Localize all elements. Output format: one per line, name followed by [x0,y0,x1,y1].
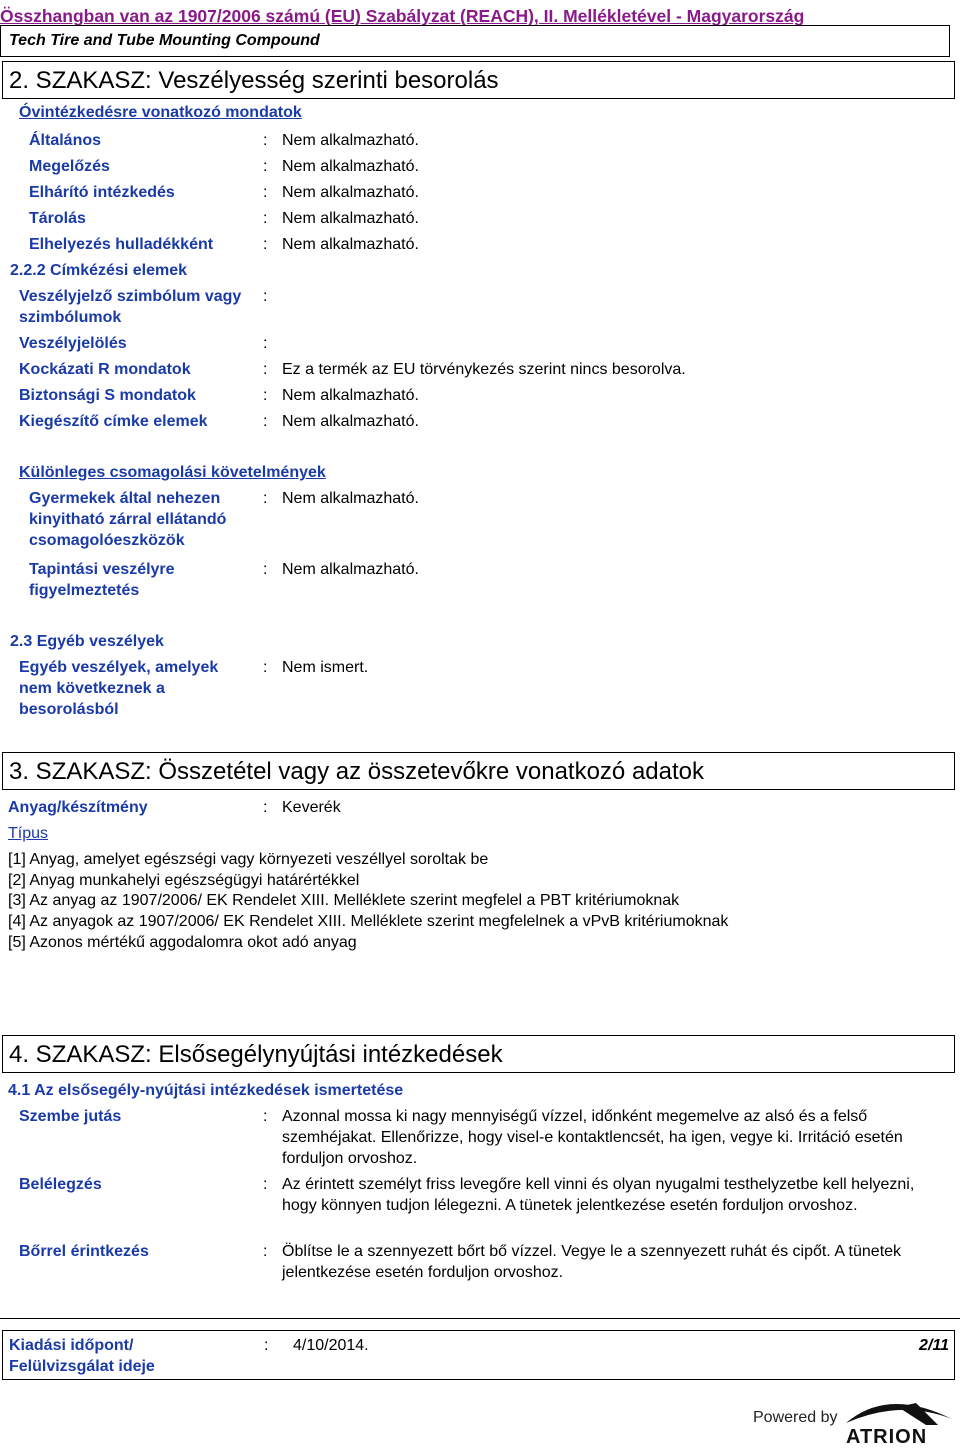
row-colon: : [263,210,268,227]
row-label: Gyermekek által nehezen kinyitható zárral ellátandó csomagolóeszközök [29,490,227,549]
row-label: Tárolás [29,210,86,227]
row-value: Azonnal mossa ki nagy mennyiségű vízzel, időnként megemelve az alsó és a felső szemhéjakat. Ellenőrizze, hogy visel-e kontaktlencsét, ha igen, vegye ki. Irritáció esetén forduljon orvoshoz. [282,1108,903,1167]
first-aid-subheading: 4.1 Az elsősegély-nyújtási intézkedések ismertetése [8,1082,404,1099]
row-label: Veszélyjelző szimbólum vagy szimbólumok [19,288,242,326]
row-colon: : [263,335,268,352]
atrion-brand: ATRION [846,1426,928,1448]
row-value: Nem alkalmazható. [282,184,419,201]
row-colon: : [263,413,268,430]
row-label: Bőrrel érintkezés [19,1243,149,1260]
row-label: Belélegzés [19,1176,102,1193]
row-label: Egyéb veszélyek, amelyek nem következnek a besorolásból [19,659,219,718]
section-4-title-box [2,1035,955,1073]
note-item: [5] Azonos mértékű aggodalomra okot adó anyag [8,934,357,951]
row-label: Szembe jutás [19,1108,122,1125]
row-value: Nem alkalmazható. [282,490,419,507]
type-label-line2: Típus [8,825,49,842]
row-colon: : [263,1108,268,1125]
section-4-title: 4. SZAKASZ: Elsősegélynyújtási intézkedések [9,1041,503,1068]
row-colon: : [263,561,268,578]
row-label: Általános [29,132,102,149]
row-label: Veszélyjelölés [19,335,127,352]
row-label: Biztonsági S mondatok [19,387,196,404]
other-hazards-heading: 2.3 Egyéb veszélyek [10,633,164,650]
row-value: Nem alkalmazható. [282,132,419,149]
type-colon: : [263,799,268,816]
row-colon: : [263,288,268,305]
note-item: [2] Anyag munkahelyi egészségügyi határértékkel [8,872,360,889]
row-label: Elhárító intézkedés [29,184,175,201]
footer-box [2,1330,955,1380]
row-value: Nem alkalmazható. [282,387,419,404]
footer-divider [0,1318,960,1319]
row-label: Megelőzés [29,158,110,175]
row-value: Öblítse le a szennyezett bőrt bő vízzel. Vegye le a szennyezett ruhát és cipőt. A tünetek jelentkezése esetén forduljon orvoshoz. [282,1243,902,1281]
row-colon: : [263,236,268,253]
type-label: Anyag/készítmény [8,799,148,816]
note-item: [3] Az anyag az 1907/2006/ EK Rendelet XIII. Melléklete szerint megfelel a PBT kritériumoknak [8,892,680,909]
page-number: 2/11 [919,1337,949,1354]
precaution-heading: Óvintézkedésre vonatkozó mondatok [19,104,302,121]
row-value: Nem alkalmazható. [282,210,419,227]
row-value: Az érintett személyt friss levegőre kell vinni és olyan nyugalmi testhelyzetbe kell helyezni, hogy könnyen tudjon lélegezni. A tünetek jelentkezése esetén forduljon orvoshoz. [282,1176,915,1214]
note-item: [4] Az anyagok az 1907/2006/ EK Rendelet XIII. Melléklete szerint megfelelnek a vPvB kritériumoknak [8,913,729,930]
row-value: Nem ismert. [282,659,369,676]
row-colon: : [263,490,268,507]
packaging-heading: Különleges csomagolási követelmények [19,464,326,481]
section-3-title: 3. SZAKASZ: Összetétel vagy az összetevőkre vonatkozó adatok [9,758,705,785]
row-colon: : [263,132,268,149]
product-name: Tech Tire and Tube Mounting Compound [9,32,320,49]
footer-date-value: 4/10/2014. [293,1337,369,1354]
row-label: Kockázati R mondatok [19,361,191,378]
row-value: Nem alkalmazható. [282,158,419,175]
footer-colon: : [264,1337,269,1354]
row-colon: : [263,184,268,201]
row-colon: : [263,1243,268,1260]
label-elements-heading: 2.2.2 Címkézési elemek [10,262,188,279]
row-value: Nem alkalmazható. [282,413,419,430]
section-2-title-box [2,61,955,99]
row-colon: : [263,158,268,175]
footer-date-label: Kiadási időpont/ Felülvizsgálat ideje [9,1337,155,1375]
row-colon: : [263,361,268,378]
row-label: Elhelyezés hulladékként [29,236,214,253]
row-colon: : [263,659,268,676]
note-item: [1] Anyag, amelyet egészségi vagy környezeti veszéllyel soroltak be [8,851,489,868]
section-2-title: 2. SZAKASZ: Veszélyesség szerinti besorolás [9,67,499,94]
row-label: Kiegészítő címke elemek [19,413,208,430]
type-value: Keverék [282,799,341,816]
row-label: Tapintási veszélyre figyelmeztetés [29,561,175,599]
row-value: Ez a termék az EU törvénykezés szerint nincs besorolva. [282,361,686,378]
product-name-box [0,25,950,57]
document-title: Összhangban van az 1907/2006 számú (EU) Szabályzat (REACH), II. Mellékletével - Magyarország [0,6,805,26]
section-3-title-box [2,752,955,790]
powered-by-text: Powered by [753,1409,838,1426]
row-colon: : [263,387,268,404]
row-colon: : [263,1176,268,1193]
row-value: Nem alkalmazható. [282,236,419,253]
row-value: Nem alkalmazható. [282,561,419,578]
